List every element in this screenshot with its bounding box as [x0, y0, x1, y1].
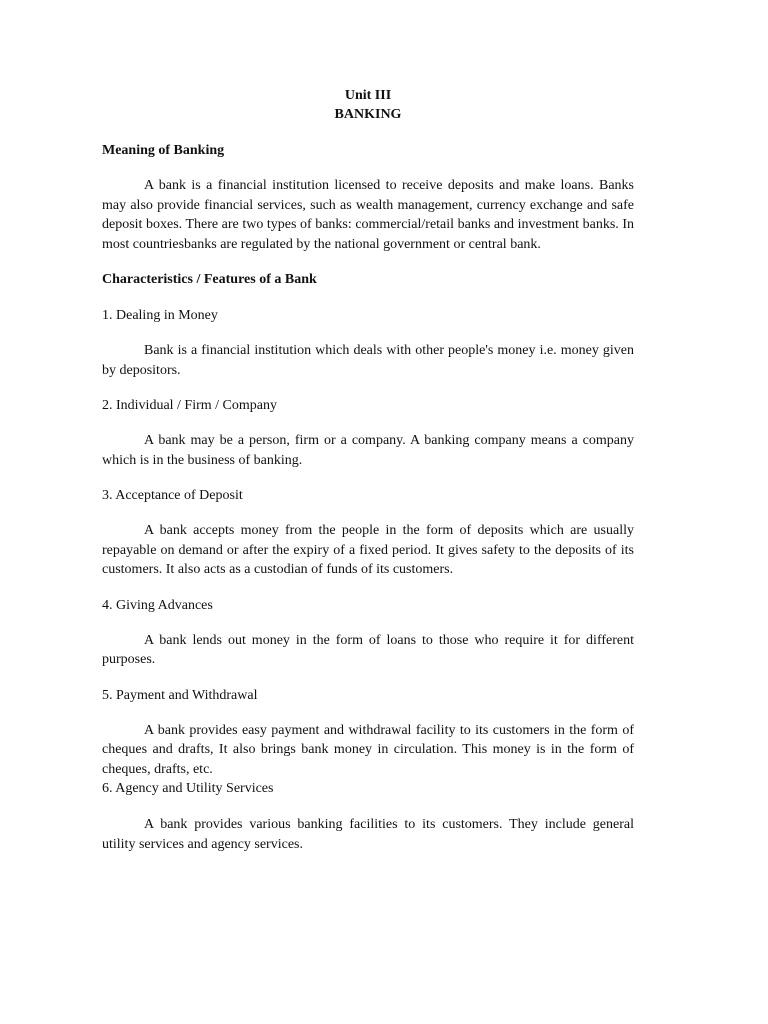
item-heading-giving-advances: 4. Giving Advances	[102, 597, 213, 613]
item-heading-dealing-in-money: 1. Dealing in Money	[102, 308, 218, 323]
item-text-individual-firm-company: A bank may be a person, firm or a company. A banking company means a company which is in the business of banking.	[102, 433, 634, 468]
document-title: BANKING	[334, 107, 402, 122]
item-heading-acceptance-of-deposit: 3. Acceptance of Deposit	[102, 488, 243, 503]
item-text-payment-and-withdrawal: A bank provides easy payment and withdrawal facility to its customers in the form of cheques and drafts, It also brings bank money in circulation. This money is in the form of cheques, drafts, etc.	[102, 722, 634, 777]
item-heading-individual-firm-company: 2. Individual / Firm / Company	[102, 398, 277, 413]
item-text-agency-and-utility-services: A bank provides various banking facilities to its customers. They include general utility services and agency services.	[102, 817, 634, 852]
item-heading-agency-and-utility-services: 6. Agency and Utility Services	[102, 781, 274, 796]
item-text-dealing-in-money: Bank is a financial institution which deals with other people's money i.e. money given by depositors.	[102, 343, 634, 378]
meaning-paragraph: A bank is a financial institution licensed to receive deposits and make loans. Banks may also provide financial services, such as wealth management, currency exchange and safe deposit boxes. There are two types of banks: commercial/retail banks and investment banks. In most countriesbanks are regulated by the national government or central bank.	[102, 178, 634, 252]
item-heading-payment-and-withdrawal: 5. Payment and Withdrawal	[102, 687, 258, 703]
characteristics-heading: Characteristics / Features of a Bank	[102, 272, 317, 287]
item-text-giving-advances: A bank lends out money in the form of loans to those who require it for different purposes.	[102, 632, 634, 667]
unit-label: Unit III	[344, 88, 392, 103]
item-text-acceptance-of-deposit: A bank accepts money from the people in the form of deposits which are usually repayable on demand or after the expiry of a fixed period. It gives safety to the deposits of its customers. It also acts as a custodian of funds of its customers.	[102, 523, 634, 577]
meaning-heading: Meaning of Banking	[102, 143, 225, 158]
